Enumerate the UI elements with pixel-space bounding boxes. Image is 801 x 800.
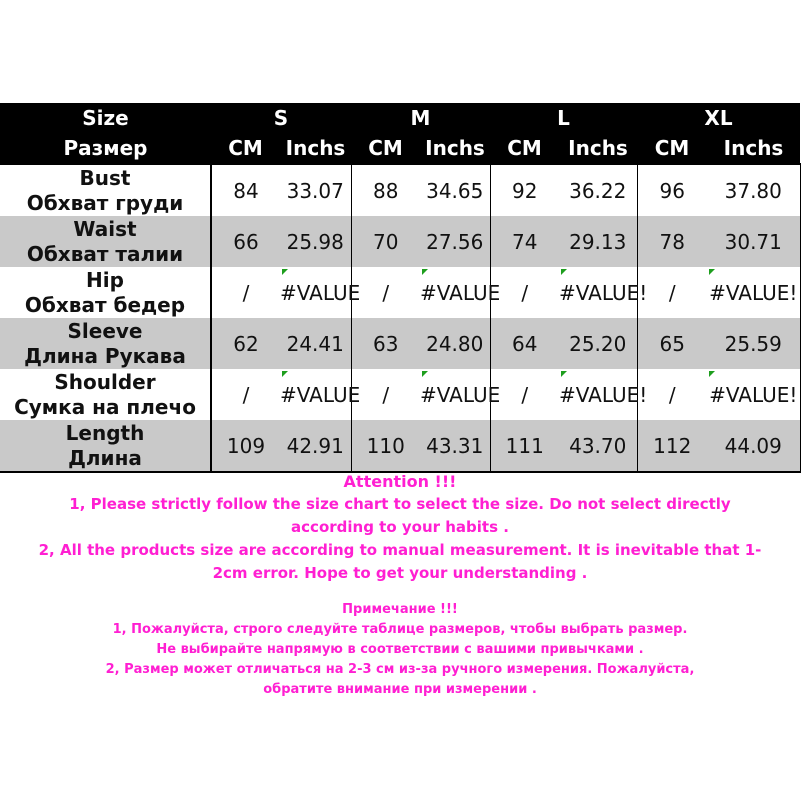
error-marker-icon <box>282 269 288 275</box>
value-cm-cell <box>637 318 707 369</box>
measurement-label <box>0 318 211 369</box>
cell-value: 78 <box>659 229 685 254</box>
value-cm-cell <box>351 420 420 472</box>
value-inch-cell <box>420 164 490 216</box>
size-label-en: Size <box>0 103 211 133</box>
cell-value: #VALUE <box>420 280 501 305</box>
measurement-label-en: Hip <box>86 267 124 292</box>
measurement-label-ru: Длина <box>68 445 142 470</box>
attention-line: 1, Please strictly follow the size chart to select the size. Do not select directly <box>69 495 731 513</box>
measurement-row-shoulder <box>0 369 800 420</box>
cell-value: 43.70 <box>569 433 627 458</box>
unit-cm-heading: CM <box>351 133 420 164</box>
cell-value: #VALUE <box>280 280 361 305</box>
cell-value: 111 <box>505 433 544 458</box>
value-cm-cell <box>351 267 420 318</box>
cell-value: 92 <box>512 178 538 203</box>
unit-cm-heading: CM <box>490 133 559 164</box>
cell-value: 112 <box>653 433 692 458</box>
value-inch-cell <box>280 267 361 318</box>
unit-cm-heading: CM <box>637 133 707 164</box>
cell-value: / <box>521 382 529 407</box>
value-inch-cell <box>707 369 800 420</box>
measurement-label <box>0 369 211 420</box>
measurement-label-ru: Обхват талии <box>26 241 184 266</box>
value-cm-cell <box>351 216 420 267</box>
value-inch-cell <box>280 420 351 472</box>
cell-value: #VALUE! <box>559 382 648 407</box>
value-inch-cell <box>420 420 490 472</box>
value-inch-cell <box>707 164 800 216</box>
unit-cm-heading: CM <box>211 133 280 164</box>
value-cm-cell <box>637 267 707 318</box>
cell-value: #VALUE! <box>559 280 648 305</box>
cell-value: 109 <box>226 433 266 458</box>
cell-value: 30.71 <box>724 229 782 254</box>
size-s-heading: S <box>211 103 351 133</box>
cell-value: 29.13 <box>569 229 627 254</box>
value-inch-cell <box>420 369 501 420</box>
attention-line: 2, All the products size are according to manual measurement. It is inevitable that 1- <box>38 541 762 559</box>
cell-value: 66 <box>233 229 259 254</box>
measurement-row-hip <box>0 267 800 318</box>
value-inch-cell <box>280 164 351 216</box>
value-cm-cell <box>211 267 280 318</box>
attention-notes-english <box>0 470 800 585</box>
error-marker-icon <box>282 371 288 377</box>
cell-value: #VALUE <box>280 382 361 407</box>
measurement-label-ru: Обхват бедер <box>24 292 186 317</box>
value-cm-cell <box>637 369 707 420</box>
value-inch-cell <box>420 318 490 369</box>
note-line-ru: обратите внимание при измерении . <box>263 682 537 697</box>
cell-value: 44.09 <box>724 433 782 458</box>
attention-line: according to your habits . <box>291 518 509 536</box>
value-cm-cell <box>211 420 280 472</box>
header-row-units <box>0 133 800 164</box>
measurement-label-ru: Обхват груди <box>26 190 184 215</box>
value-cm-cell <box>637 420 707 472</box>
error-marker-icon <box>561 269 567 275</box>
measurement-row-sleeve <box>0 318 800 369</box>
measurement-label-ru: Сумка на плечо <box>14 394 196 419</box>
attention-title: Attention !!! <box>343 472 457 491</box>
value-cm-cell <box>490 318 559 369</box>
value-inch-cell <box>559 164 637 216</box>
cell-value: 74 <box>512 229 538 254</box>
value-inch-cell <box>707 420 800 472</box>
value-cm-cell <box>637 216 707 267</box>
value-cm-cell <box>490 267 559 318</box>
cell-value: #VALUE <box>420 382 501 407</box>
value-cm-cell <box>490 420 559 472</box>
size-xl-heading: XL <box>637 103 800 133</box>
measurement-row-length <box>0 420 800 472</box>
value-inch-cell <box>280 318 351 369</box>
value-inch-cell <box>420 216 490 267</box>
value-inch-cell <box>559 318 637 369</box>
value-cm-cell <box>351 318 420 369</box>
value-inch-cell <box>559 216 637 267</box>
cell-value: 96 <box>659 178 685 203</box>
unit-inch-heading: Inchs <box>559 133 637 164</box>
value-cm-cell <box>351 164 420 216</box>
cell-value: 88 <box>373 178 399 203</box>
cell-value: 33.07 <box>286 178 344 203</box>
measurement-label <box>0 164 211 216</box>
note-line-ru: Не выбирайте напрямую в соответствии с вашими привычками . <box>156 642 644 657</box>
value-cm-cell <box>211 369 280 420</box>
unit-inch-heading: Inchs <box>707 133 800 164</box>
cell-value: 25.20 <box>569 331 627 356</box>
value-cm-cell <box>211 164 280 216</box>
value-inch-cell <box>559 267 648 318</box>
measurement-label-ru: Длина Рукава <box>24 343 186 368</box>
error-marker-icon <box>422 269 428 275</box>
measurement-label-en: Waist <box>73 216 137 241</box>
error-marker-icon <box>709 269 715 275</box>
size-label-ru: Размер <box>0 133 211 164</box>
measurement-label-en: Sleeve <box>67 318 143 343</box>
attention-notes-russian <box>0 600 800 700</box>
measurement-label-en: Shoulder <box>54 369 156 394</box>
value-inch-cell <box>707 267 800 318</box>
value-cm-cell <box>637 164 707 216</box>
note-title-ru: Примечание !!! <box>342 602 458 617</box>
value-inch-cell <box>559 420 637 472</box>
cell-value: 63 <box>373 331 399 356</box>
cell-value: 43.31 <box>426 433 484 458</box>
unit-inch-heading: Inchs <box>280 133 351 164</box>
value-cm-cell <box>490 164 559 216</box>
header-row-sizes <box>0 103 800 133</box>
cell-value: #VALUE! <box>709 382 798 407</box>
cell-value: 25.98 <box>286 229 344 254</box>
cell-value: 24.41 <box>286 331 344 356</box>
note-line-ru: 2, Размер может отличаться на 2-3 см из-за ручного измерения. Пожалуйста, <box>105 662 695 677</box>
measurement-label-en: Length <box>65 420 145 445</box>
unit-inch-heading: Inchs <box>420 133 490 164</box>
cell-value: 70 <box>373 229 399 254</box>
size-m-heading: M <box>351 103 490 133</box>
size-l-heading: L <box>490 103 637 133</box>
cell-value: 65 <box>659 331 685 356</box>
value-inch-cell <box>559 369 648 420</box>
error-marker-icon <box>709 371 715 377</box>
value-cm-cell <box>490 216 559 267</box>
attention-line: 2cm error. Hope to get your understanding . <box>212 564 588 582</box>
cell-value: / <box>382 280 390 305</box>
size-chart-table <box>0 103 801 473</box>
measurement-label <box>0 420 211 472</box>
note-line-ru: 1, Пожалуйста, строго следуйте таблице размеров, чтобы выбрать размер. <box>112 622 688 637</box>
value-inch-cell <box>707 216 800 267</box>
value-inch-cell <box>280 369 361 420</box>
cell-value: #VALUE! <box>709 280 798 305</box>
value-cm-cell <box>490 369 559 420</box>
value-cm-cell <box>351 369 420 420</box>
cell-value: 36.22 <box>569 178 627 203</box>
cell-value: / <box>668 382 676 407</box>
error-marker-icon <box>422 371 428 377</box>
value-inch-cell <box>420 267 501 318</box>
cell-value: / <box>242 382 250 407</box>
value-inch-cell <box>280 216 351 267</box>
measurement-label <box>0 216 211 267</box>
cell-value: 25.59 <box>724 331 782 356</box>
cell-value: / <box>382 382 390 407</box>
value-inch-cell <box>707 318 800 369</box>
cell-value: 37.80 <box>724 178 782 203</box>
measurement-label-en: Bust <box>79 165 131 190</box>
cell-value: 24.80 <box>426 331 484 356</box>
cell-value: / <box>242 280 250 305</box>
cell-value: 62 <box>233 331 259 356</box>
value-cm-cell <box>211 216 280 267</box>
measurement-label <box>0 267 211 318</box>
cell-value: 27.56 <box>426 229 484 254</box>
cell-value: 34.65 <box>426 178 484 203</box>
measurement-row-bust <box>0 164 800 216</box>
cell-value: 84 <box>233 178 259 203</box>
cell-value: 64 <box>512 331 538 356</box>
cell-value: 110 <box>366 433 405 458</box>
cell-value: 42.91 <box>286 433 344 458</box>
cell-value: / <box>521 280 529 305</box>
measurement-row-waist <box>0 216 800 267</box>
cell-value: / <box>668 280 676 305</box>
value-cm-cell <box>211 318 280 369</box>
error-marker-icon <box>561 371 567 377</box>
